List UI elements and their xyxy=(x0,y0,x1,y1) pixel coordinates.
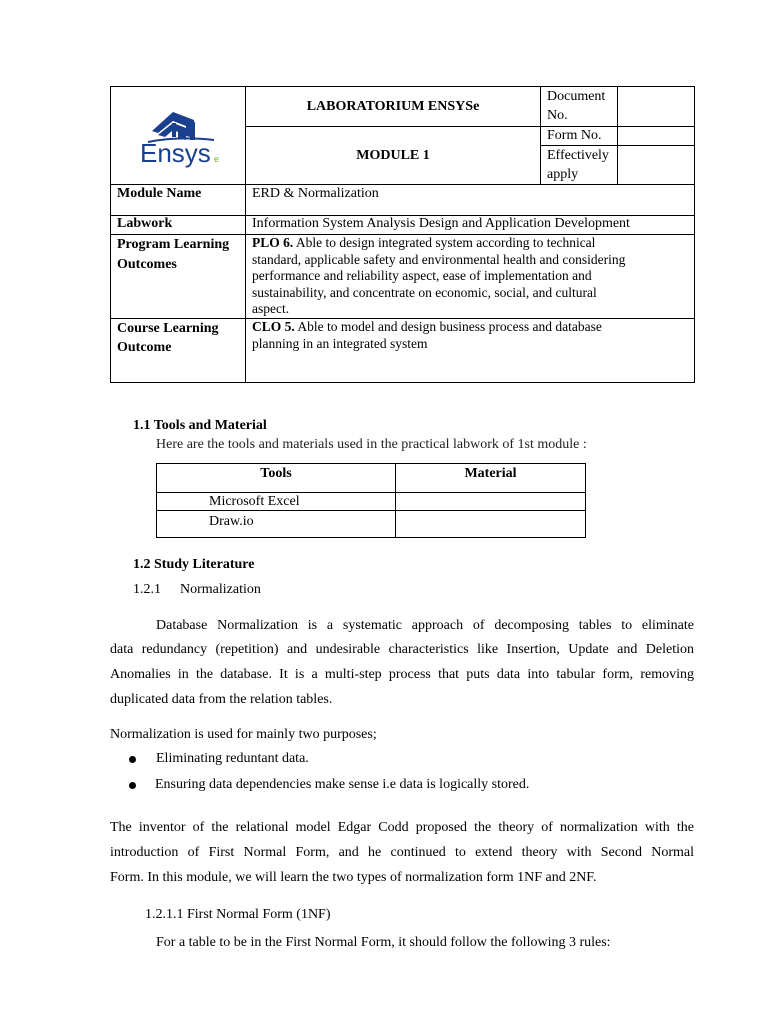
material-row-1 xyxy=(396,493,586,511)
tools-col-header: Tools xyxy=(157,464,396,493)
labwork-label: Labwork xyxy=(111,216,246,235)
module-title: MODULE 1 xyxy=(246,127,541,185)
material-col-header: Material xyxy=(396,464,586,493)
tool-row-1: Microsoft Excel xyxy=(157,493,396,511)
effective-label xyxy=(541,146,618,185)
plo-value xyxy=(246,235,695,319)
effective-label-line2: apply xyxy=(547,167,579,182)
clo-line-1: Able to model and design business process and database xyxy=(294,319,602,334)
tool-row-2: Draw.io xyxy=(157,511,396,538)
lab-title: LABORATORIUM ENSYSe xyxy=(246,87,541,127)
plo-label xyxy=(111,235,246,319)
effective-value xyxy=(618,146,695,185)
bullet-dot-2 xyxy=(129,782,136,789)
subsection-title: Normalization xyxy=(180,582,261,597)
plo-line-3: performance and reliability aspect, ease of implementation and xyxy=(252,268,592,283)
doc-no-value xyxy=(618,87,695,127)
para1-line-3: Anomalies in the database. It is a multi-step process that puts data into tabular form, removing xyxy=(110,667,694,682)
nf1-intro: For a table to be in the First Normal Form, it should follow the following 3 rules: xyxy=(156,935,611,950)
form-no-label: Form No. xyxy=(541,127,618,146)
effective-label-line1: Effectively xyxy=(547,148,609,163)
plo-label-line1: Program Learning xyxy=(117,237,230,252)
section-1-1-intro: Here are the tools and materials used in the practical labwork of 1st module : xyxy=(156,437,587,452)
module-name-label: Module Name xyxy=(111,185,246,216)
clo-label-line2: Outcome xyxy=(117,340,172,355)
nf1-heading: 1.2.1.1 First Normal Form (1NF) xyxy=(145,907,331,922)
subsection-number: 1.2.1 xyxy=(133,582,161,597)
building-logo-icon xyxy=(128,98,228,168)
doc-no-label-line2: No. xyxy=(547,108,568,123)
plo-line-4: sustainability, and concentrate on economic, social, and cultural xyxy=(252,284,597,300)
module-header-table xyxy=(110,86,695,383)
plo-label-line2: Outcomes xyxy=(117,257,177,272)
para2-line-3: Form. In this module, we will learn the two types of normalization form 1NF and 2NF. xyxy=(110,870,597,885)
material-row-2 xyxy=(396,511,586,538)
plo-line-1: Able to design integrated system according to technical xyxy=(293,235,596,250)
plo-code: PLO 6. xyxy=(252,235,294,250)
purposes-intro: Normalization is used for mainly two purposes; xyxy=(110,727,377,742)
tools-table xyxy=(156,463,586,538)
logo-sub: e xyxy=(214,154,220,164)
plo-line-2: standard, applicable safety and environmental health and considering xyxy=(252,251,626,267)
para1-line-2: data redundancy (repetition) and undesirable characteristics like Insertion, Update and Deletion xyxy=(110,642,694,657)
doc-no-label-line1: Document xyxy=(547,89,606,104)
clo-label-line1: Course Learning xyxy=(117,321,219,336)
plo-line-5: aspect. xyxy=(252,301,290,316)
bullet-item-1: Eliminating reduntant data. xyxy=(156,751,309,766)
bullet-dot-1 xyxy=(129,756,136,763)
clo-label xyxy=(111,319,246,383)
doc-no-label xyxy=(541,87,618,127)
clo-line-2: planning in an integrated system xyxy=(252,335,428,351)
form-no-value xyxy=(618,127,695,146)
para2-line-2: introduction of First Normal Form, and he continued to extend theory with Second Normal xyxy=(110,845,694,860)
clo-value xyxy=(246,319,695,383)
para1-line-1: Database Normalization is a systematic approach of decomposing tables to eliminate xyxy=(156,618,694,633)
labwork-value: Information System Analysis Design and Application Development xyxy=(246,216,695,235)
bullet-item-2: Ensuring data dependencies make sense i.e data is logically stored. xyxy=(155,777,530,792)
logo-wordmark: Ensys xyxy=(140,138,211,168)
clo-code: CLO 5. xyxy=(252,319,295,334)
section-1-1-heading: 1.1 Tools and Material xyxy=(133,418,267,433)
section-1-2-heading: 1.2 Study Literature xyxy=(133,557,255,572)
module-name-value: ERD & Normalization xyxy=(246,185,695,216)
para2-line-1: The inventor of the relational model Edgar Codd proposed the theory of normalization with the xyxy=(110,820,694,835)
ensys-logo xyxy=(111,87,246,185)
para1-line-4: duplicated data from the relation tables. xyxy=(110,692,333,707)
